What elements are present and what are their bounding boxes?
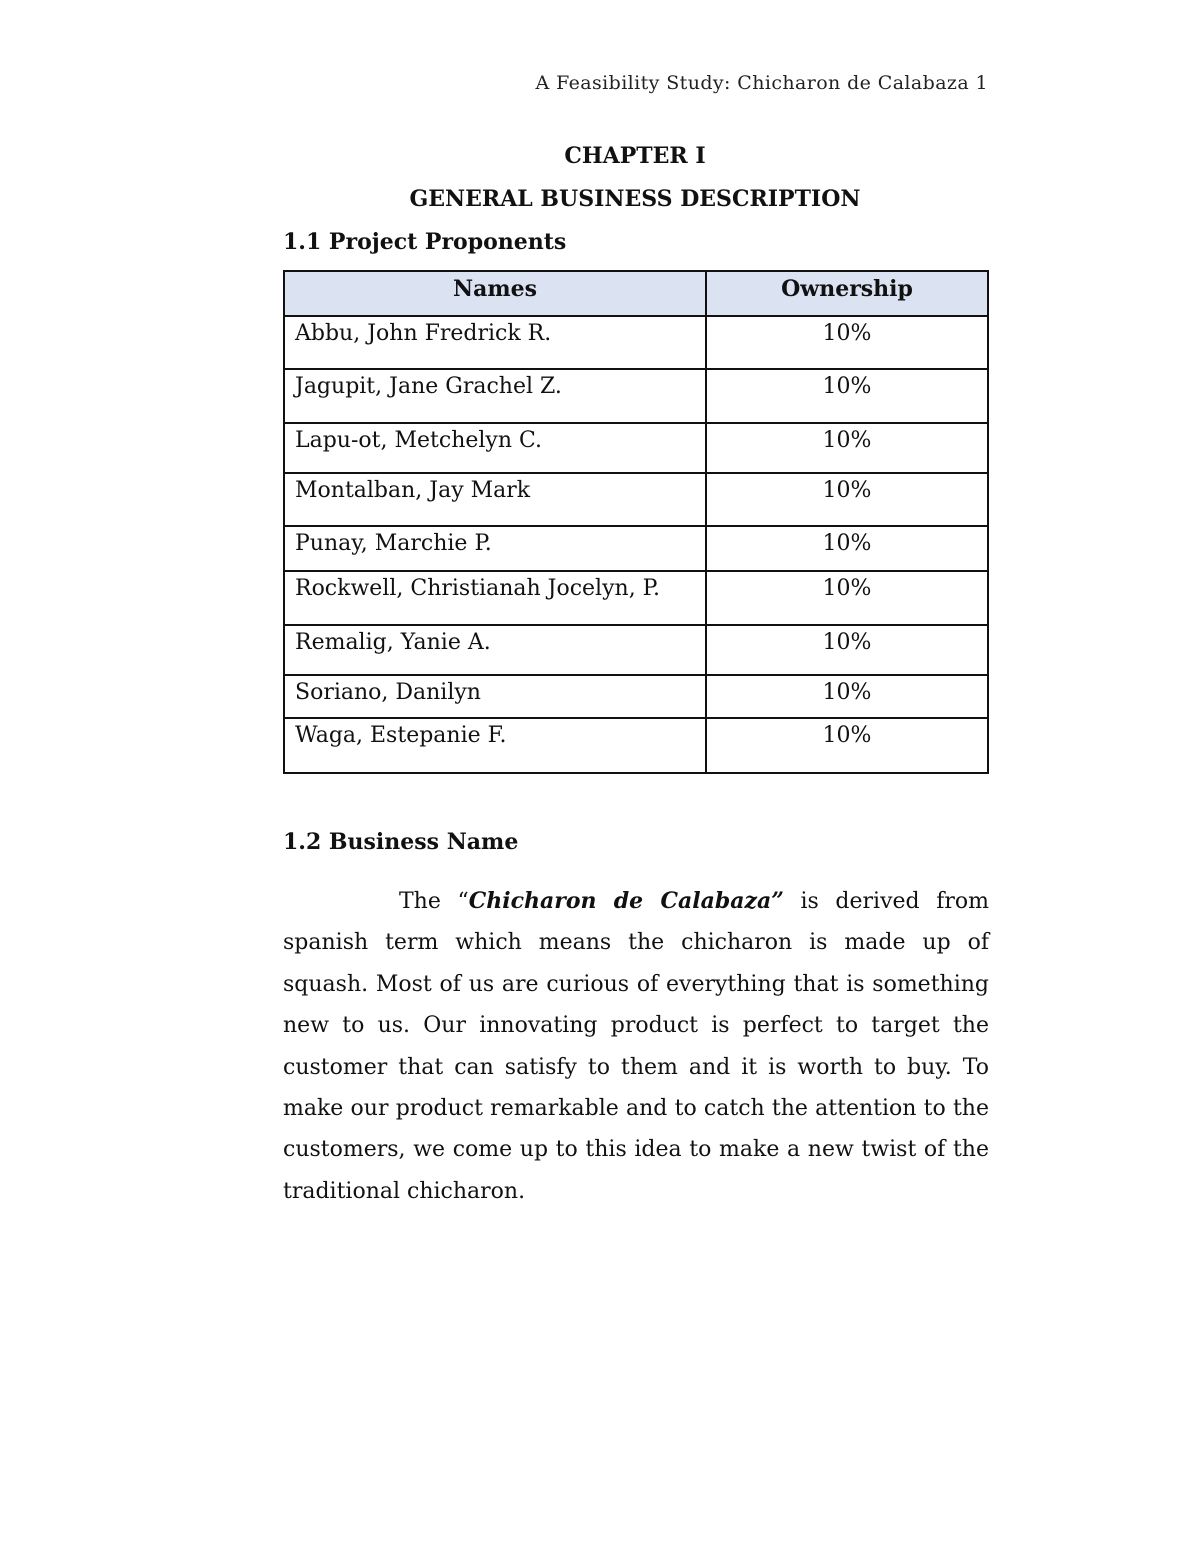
ownership-value: 10%: [706, 625, 988, 675]
proponent-name: Rockwell, Christianah Jocelyn, P.: [284, 571, 706, 625]
column-header-names: Names: [284, 271, 706, 316]
ownership-value: 10%: [706, 571, 988, 625]
paragraph-body: is derived from spanish term which means the chicharon is made up of squash. Most of us are curious of everything that is something new to us. Our innovating product is perfect to target the customer that can satisfy to them and it is worth to buy. To make our product remarkable and to catch the attention to the customers, we come up to this idea to make a new twist of the traditional chicharon.: [283, 889, 990, 1204]
business-name-emphasis: Chicharon de Calabaza”: [468, 888, 784, 914]
table-row: [284, 369, 988, 423]
proponents-table: [283, 270, 989, 774]
table-row: [284, 625, 988, 675]
ownership-value: 10%: [706, 369, 988, 423]
business-name-paragraph: [283, 881, 989, 1212]
proponent-name: Jagupit, Jane Grachel Z.: [284, 369, 706, 423]
table-row: [284, 423, 988, 473]
chapter-title: GENERAL BUSINESS DESCRIPTION: [409, 186, 861, 212]
section-heading-business-name: 1.2 Business Name: [283, 829, 519, 855]
proponent-name: Abbu, John Fredrick R.: [284, 316, 706, 369]
ownership-value: 10%: [706, 718, 988, 773]
table-row: [284, 526, 988, 571]
ownership-value: 10%: [706, 675, 988, 718]
proponent-name: Punay, Marchie P.: [284, 526, 706, 571]
proponent-name: Lapu-ot, Metchelyn C.: [284, 423, 706, 473]
ownership-value: 10%: [706, 473, 988, 526]
ownership-value: 10%: [706, 316, 988, 369]
ownership-value: 10%: [706, 423, 988, 473]
proponent-name: Waga, Estepanie F.: [284, 718, 706, 773]
proponent-name: Montalban, Jay Mark: [284, 473, 706, 526]
paragraph-lead: The “: [399, 889, 469, 914]
running-header: A Feasibility Study: Chicharon de Calabaza 1: [535, 72, 988, 94]
table-row: [284, 473, 988, 526]
proponent-name: Soriano, Danilyn: [284, 675, 706, 718]
section-heading-proponents: 1.1 Project Proponents: [283, 229, 567, 255]
column-header-ownership: Ownership: [706, 271, 988, 316]
ownership-value: 10%: [706, 526, 988, 571]
table-header-row: [284, 271, 988, 316]
table-row: [284, 316, 988, 369]
table-row: [284, 675, 988, 718]
table-row: [284, 571, 988, 625]
proponent-name: Remalig, Yanie A.: [284, 625, 706, 675]
table-row: [284, 718, 988, 773]
chapter-number: CHAPTER I: [564, 143, 706, 169]
